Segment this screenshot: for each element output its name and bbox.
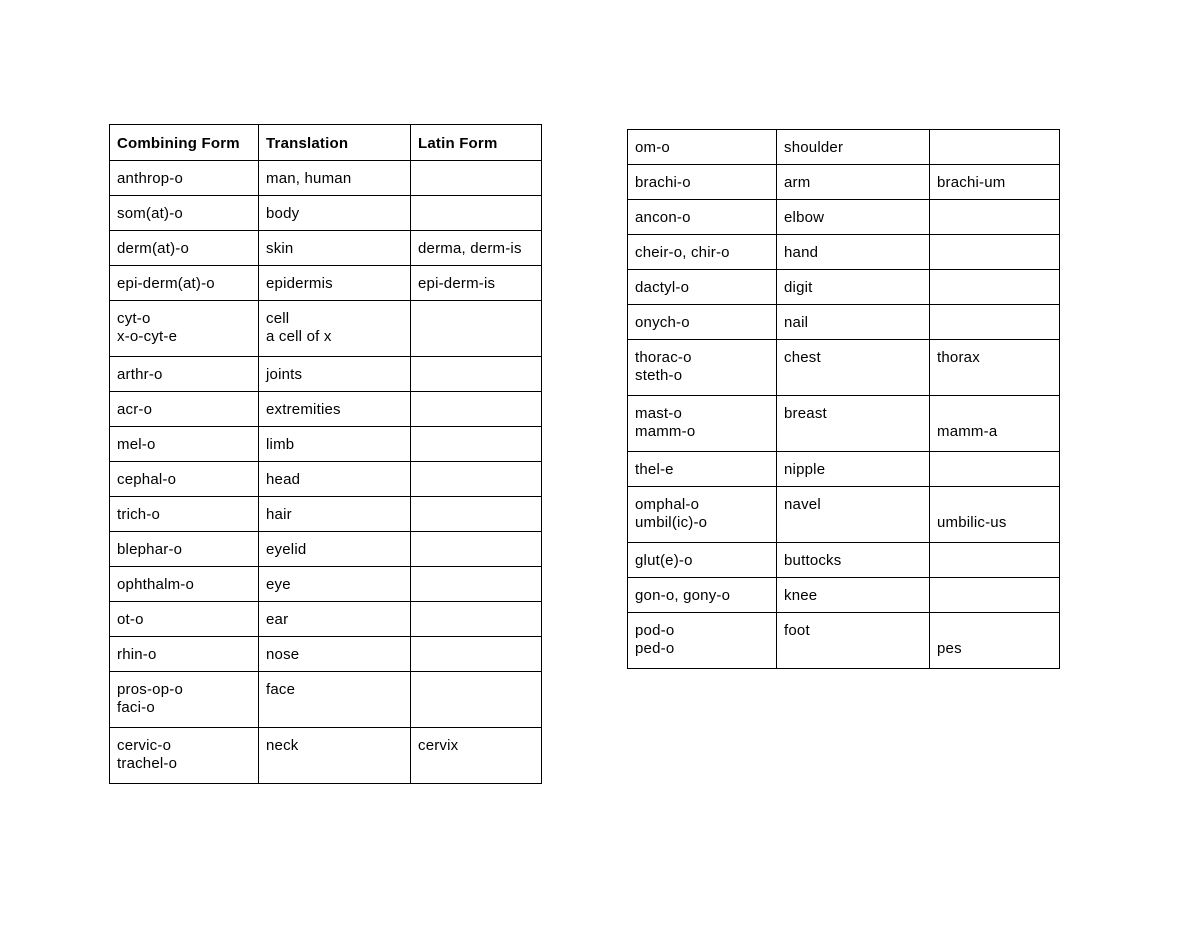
combining-form-cell [628,270,777,305]
cell-text-line: arm [784,174,811,191]
cell-text-line: eyelid [266,541,307,558]
translation-cell [259,532,411,567]
combining-form-cell [110,672,259,728]
cell-text-line [937,405,1052,423]
cell-text-line: epidermis [266,275,333,292]
cell-text-line: derm(at)-o [117,240,190,257]
cell-text-line: gon-o, gony-o [635,587,731,604]
latin-form-cell [930,543,1060,578]
table-row [628,235,1060,270]
table-row [110,602,542,637]
translation-cell [777,487,930,543]
translation-cell [777,305,930,340]
combining-form-cell [110,602,259,637]
translation-cell [777,578,930,613]
table-row [628,200,1060,235]
table-header-row [110,125,542,161]
cell-text-line: cephal-o [117,471,177,488]
table-row [110,266,542,301]
header-latin-form: Latin Form [411,125,542,161]
table-row [110,672,542,728]
translation-cell [259,637,411,672]
combining-form-cell [110,427,259,462]
latin-form-cell [930,305,1060,340]
table-row [628,270,1060,305]
cell-text-line: body [266,205,300,222]
translation-cell [259,231,411,266]
latin-form-cell [930,340,1060,396]
cell-text-line: omphal-o [635,496,700,513]
table-row [110,301,542,357]
combining-form-cell [110,161,259,196]
translation-cell [259,602,411,637]
table-row [628,165,1060,200]
cell-text-line: a cell of x [266,328,332,345]
table-row [110,231,542,266]
table-row [110,392,542,427]
table-row [110,357,542,392]
table-row [628,452,1060,487]
cell-text-line: breast [784,405,827,422]
cell-text-line: trachel-o [117,755,178,772]
cell-text-line: digit [784,279,813,296]
cell-text-line: pros-op-o [117,681,183,698]
cell-text-line: glut(e)-o [635,552,693,569]
latin-form-cell [411,637,542,672]
cell-text-line: cervic-o [117,737,172,754]
combining-form-cell [110,462,259,497]
combining-form-cell [110,567,259,602]
latin-form-cell [930,165,1060,200]
cell-text-line: brachi-o [635,174,691,191]
latin-form-cell [411,567,542,602]
cell-text-line: hair [266,506,292,523]
table-row [110,427,542,462]
cell-text-line: om-o [635,139,670,156]
cell-text-line: umbilic-us [937,514,1007,531]
cell-text-line: nail [784,314,809,331]
translation-cell [777,396,930,452]
latin-form-cell [411,357,542,392]
cell-text-line: mamm-o [635,423,696,440]
cell-text-line: knee [784,587,818,604]
combining-form-cell [628,340,777,396]
combining-form-cell [628,543,777,578]
combining-form-cell [110,357,259,392]
cell-text-line: shoulder [784,139,844,156]
cell-text-line: head [266,471,301,488]
translation-cell [777,340,930,396]
cell-text-line: cheir-o, chir-o [635,244,730,261]
cell-text-line: skin [266,240,294,257]
latin-form-cell [930,487,1060,543]
translation-cell [259,266,411,301]
latin-form-cell [930,130,1060,165]
combining-form-cell [110,266,259,301]
cell-text-line [937,622,1052,640]
cell-text-line: extremities [266,401,341,418]
cell-text-line: onych-o [635,314,690,331]
cell-text-line: brachi-um [937,174,1006,191]
translation-cell [259,301,411,357]
translation-cell [777,200,930,235]
translation-cell [259,497,411,532]
cell-text-line: buttocks [784,552,842,569]
cell-text-line: anthrop-o [117,170,184,187]
table-row [628,130,1060,165]
cell-text-line: thel-e [635,461,674,478]
table-row [628,396,1060,452]
combining-form-cell [110,532,259,567]
cell-text-line: pod-o [635,622,675,639]
combining-form-cell [110,497,259,532]
cell-text-line: foot [784,622,810,639]
cell-text-line: som(at)-o [117,205,183,222]
cell-text-line: rhin-o [117,646,157,663]
combining-form-cell [110,637,259,672]
cell-text-line: navel [784,496,821,513]
table-row [110,161,542,196]
cell-text-line: dactyl-o [635,279,690,296]
cell-text-line: cyt-o [117,310,151,327]
combining-forms-table-left [109,124,542,784]
cell-text-line: steth-o [635,367,683,384]
translation-cell [777,613,930,669]
translation-cell [777,452,930,487]
cell-text-line: eye [266,576,291,593]
cell-text-line: acr-o [117,401,153,418]
combining-form-cell [628,613,777,669]
translation-cell [259,427,411,462]
latin-form-cell [411,427,542,462]
table-row [110,532,542,567]
latin-form-cell [411,602,542,637]
table-row [110,567,542,602]
latin-form-cell [930,452,1060,487]
latin-form-cell [411,497,542,532]
cell-text-line: mamm-a [937,423,998,440]
latin-form-cell [411,161,542,196]
translation-cell [777,270,930,305]
table-row [110,637,542,672]
table-row [628,305,1060,340]
cell-text-line: ancon-o [635,209,691,226]
cell-text-line: hand [784,244,819,261]
combining-form-cell [628,200,777,235]
combining-form-cell [628,452,777,487]
cell-text-line [937,496,1052,514]
latin-form-cell [930,578,1060,613]
latin-form-cell [411,532,542,567]
latin-form-cell [411,196,542,231]
cell-text-line: mast-o [635,405,683,422]
combining-form-cell [628,396,777,452]
translation-cell [259,728,411,784]
latin-form-cell [930,235,1060,270]
translation-cell [777,543,930,578]
translation-cell [777,130,930,165]
cell-text-line: faci-o [117,699,155,716]
latin-form-cell [411,672,542,728]
combining-form-cell [110,231,259,266]
cell-text-line: joints [266,366,303,383]
table-row [628,578,1060,613]
cell-text-line: arthr-o [117,366,163,383]
combining-form-cell [628,578,777,613]
cell-text-line: ear [266,611,289,628]
cell-text-line: ophthalm-o [117,576,195,593]
cell-text-line: derma, derm-is [418,240,522,257]
latin-form-cell [411,266,542,301]
table-row [110,497,542,532]
cell-text-line: thorax [937,349,980,366]
cell-text-line: face [266,681,296,698]
cell-text-line: blephar-o [117,541,183,558]
cell-text-line: chest [784,349,821,366]
table-row [628,543,1060,578]
cell-text-line: trich-o [117,506,161,523]
cell-text-line: thorac-o [635,349,692,366]
combining-form-cell [628,487,777,543]
cell-text-line: man, human [266,170,352,187]
combining-form-cell [628,130,777,165]
latin-form-cell [930,200,1060,235]
header-translation: Translation [259,125,411,161]
translation-cell [259,392,411,427]
combining-form-cell [110,392,259,427]
table-row [628,613,1060,669]
header-combining-form: Combining Form [110,125,259,161]
translation-cell [777,235,930,270]
combining-form-cell [628,235,777,270]
combining-form-cell [110,301,259,357]
cell-text-line: umbil(ic)-o [635,514,708,531]
combining-form-cell [110,196,259,231]
combining-form-cell [628,305,777,340]
cell-text-line: elbow [784,209,825,226]
latin-form-cell [930,270,1060,305]
translation-cell [259,357,411,392]
latin-form-cell [411,301,542,357]
cell-text-line: pes [937,640,962,657]
translation-cell [259,462,411,497]
translation-cell [777,165,930,200]
cell-text-line: nipple [784,461,826,478]
latin-form-cell [411,728,542,784]
latin-form-cell [930,396,1060,452]
latin-form-cell [411,231,542,266]
combining-form-cell [628,165,777,200]
table-row [110,196,542,231]
cell-text-line: neck [266,737,299,754]
table-row [628,340,1060,396]
cell-text-line: cervix [418,737,459,754]
translation-cell [259,567,411,602]
translation-cell [259,196,411,231]
cell-text-line: limb [266,436,295,453]
cell-text-line: nose [266,646,300,663]
combining-forms-table-right [627,129,1060,669]
latin-form-cell [930,613,1060,669]
cell-text-line: ot-o [117,611,144,628]
cell-text-line: epi-derm-is [418,275,496,292]
table-row [110,462,542,497]
table-row [628,487,1060,543]
combining-form-cell [110,728,259,784]
cell-text-line: ped-o [635,640,675,657]
table-row [110,728,542,784]
latin-form-cell [411,462,542,497]
translation-cell [259,672,411,728]
cell-text-line: x-o-cyt-e [117,328,178,345]
translation-cell [259,161,411,196]
cell-text-line: mel-o [117,436,156,453]
cell-text-line: epi-derm(at)-o [117,275,215,292]
cell-text-line: cell [266,310,290,327]
latin-form-cell [411,392,542,427]
